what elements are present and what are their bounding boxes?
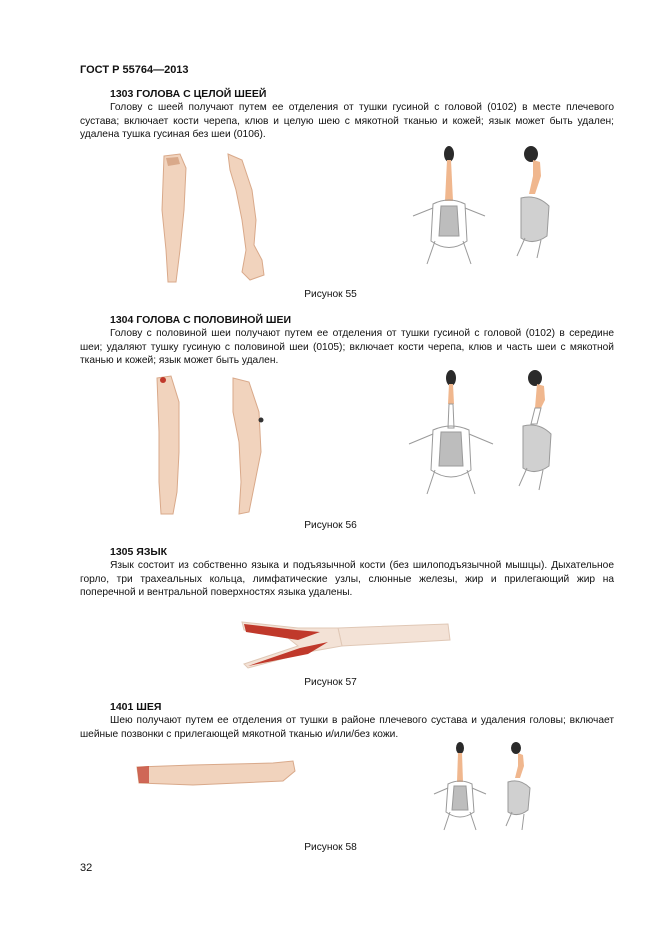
photo-tongue: [238, 612, 453, 674]
skeleton-diagram-1303: [405, 146, 565, 276]
section-title-1401: 1401 ШЕЯ: [110, 701, 162, 713]
skeleton-diagram-1304: [405, 370, 565, 505]
document-header: ГОСТ Р 55764—2013: [80, 64, 189, 76]
photo-head-half-neck: [145, 372, 275, 520]
section-text-1303: Голову с шеей получают путем ее отделения от тушки гусиной с головой (0102) в месте плечевого сустава; включает кости черепа, клюв и целую шею с мякотной тканью и кожей; язык может быть удален; удалена тушка гусиная без шеи (0106).: [80, 102, 614, 141]
section-title-1305: 1305 ЯЗЫК: [110, 546, 168, 558]
page-number: 32: [80, 862, 93, 874]
section-text-1305: Язык состоит из собственно языка и подъязычной кости (без шилоподъязычной мышцы). Дыхательное горло, три трахеальных кольца, лимфатические узлы, слюнные железы, жир и прилегающий жир на поперечной и вентральной поверхностях языка удалены.: [80, 560, 614, 599]
figure-caption-55: Рисунок 55: [304, 289, 357, 300]
figure-caption-56: Рисунок 56: [304, 520, 357, 531]
photo-neck: [133, 757, 298, 792]
figure-caption-58: Рисунок 58: [304, 842, 357, 853]
photo-head-whole-neck: [150, 150, 280, 285]
figure-caption-57: Рисунок 57: [304, 677, 357, 688]
section-text-1304: Голову с половиной шеи получают путем ее отделения от тушки гусиной с головой (0102) в середине шеи; удаляют тушку гусиную с половиной шеи (0105); включает кости черепа, клюв и часть шеи с мякотной тканью и кожей; язык может быть удален.: [80, 328, 614, 367]
skeleton-diagram-1401: [430, 742, 540, 837]
section-title-1304: 1304 ГОЛОВА С ПОЛОВИНОЙ ШЕИ: [110, 314, 292, 326]
section-title-1303: 1303 ГОЛОВА С ЦЕЛОЙ ШЕЕЙ: [110, 88, 267, 100]
section-text-1401: Шею получают путем ее отделения от тушки в районе плечевого сустава и удаления головы; включает шейные позвонки с прилегающей мякотной тканью и/или/без кожи.: [80, 715, 614, 740]
